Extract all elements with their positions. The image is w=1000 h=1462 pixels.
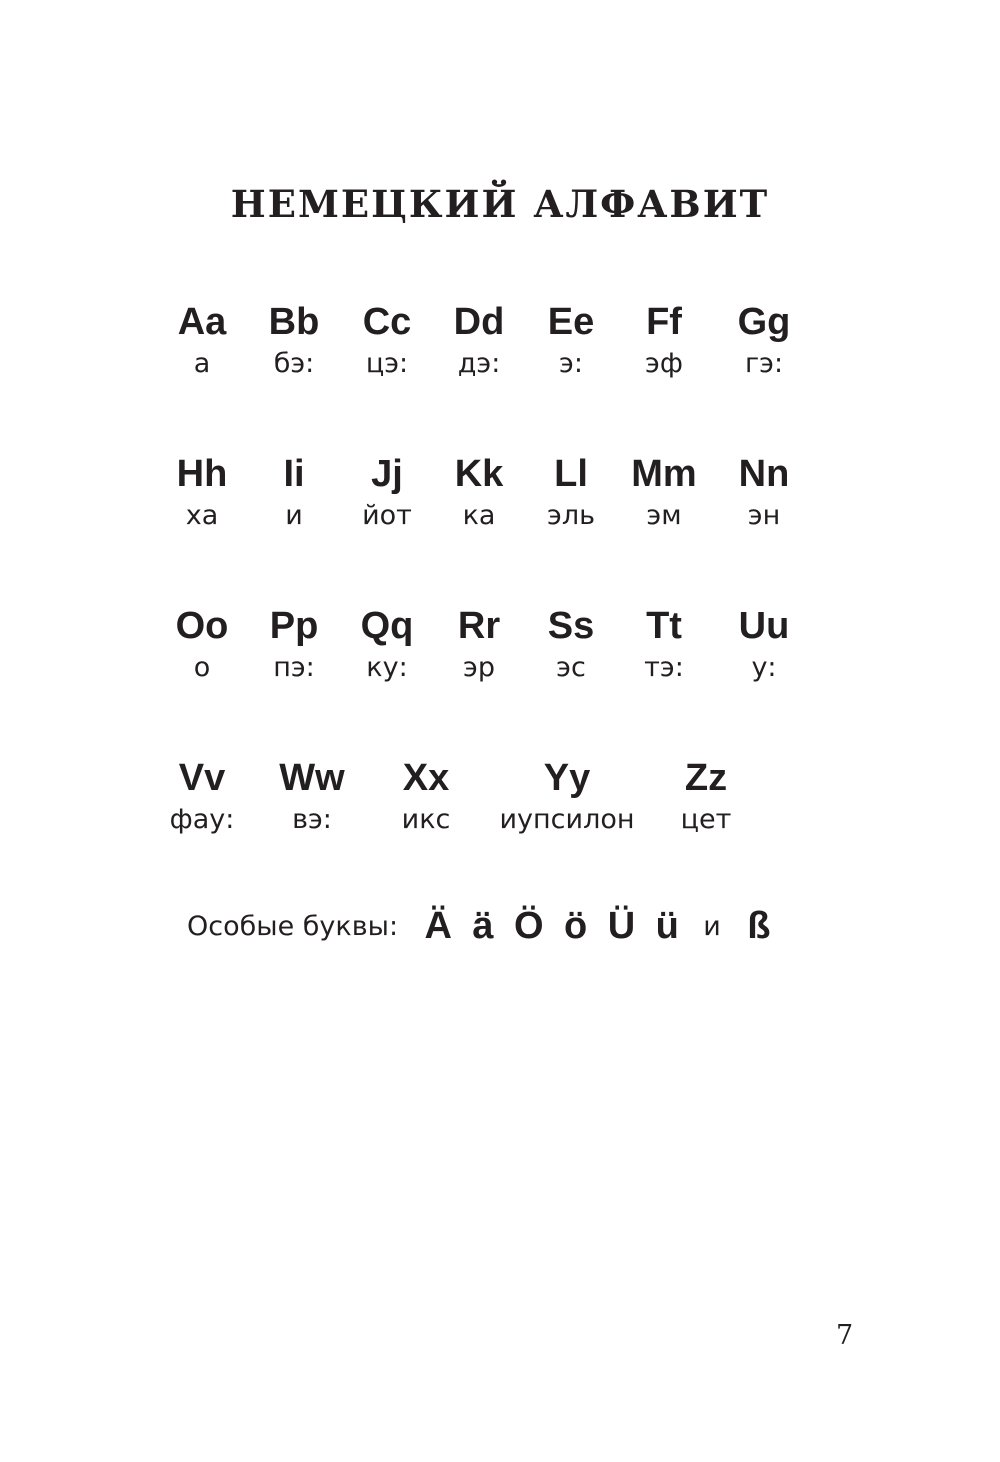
letter-pair: Pp: [269, 605, 319, 647]
letter-pair: Oo: [175, 605, 229, 647]
page-number: 7: [836, 1320, 854, 1351]
pronunciation: эф: [645, 348, 683, 379]
letter-pair: Uu: [738, 605, 790, 647]
alphabet-row: [0, 604, 1000, 704]
special-letter: ä: [472, 905, 494, 947]
special-letter: ü: [655, 905, 679, 947]
letter-pair: Jj: [371, 453, 403, 495]
alphabet-row: [0, 452, 1000, 552]
letter-pair: Dd: [453, 301, 505, 343]
letter-pair: Ii: [283, 453, 305, 495]
letter-pair: Ff: [646, 301, 682, 343]
letter-cell: [684, 604, 844, 686]
letter-pair: Nn: [738, 453, 790, 495]
letter-pair: Xx: [402, 757, 450, 799]
pronunciation: у:: [751, 652, 777, 683]
pronunciation: вэ:: [292, 804, 332, 835]
pronunciation: а: [193, 348, 211, 379]
conjunction-text: и: [703, 911, 721, 942]
letter-cell: [346, 756, 506, 838]
letter-pair: Bb: [268, 301, 320, 343]
letter-pair: Qq: [360, 605, 414, 647]
letter-pair: Ee: [547, 301, 595, 343]
letter-pair: Aa: [177, 301, 227, 343]
pronunciation: эс: [556, 652, 586, 683]
pronunciation: гэ:: [744, 348, 784, 379]
letter-cell: [487, 756, 647, 838]
letter-pair: Hh: [176, 453, 228, 495]
pronunciation: фау:: [169, 804, 235, 835]
letter-pair: Ww: [279, 757, 345, 799]
letter-cell: [684, 452, 844, 534]
pronunciation: и: [285, 500, 303, 531]
pronunciation: ку:: [366, 652, 408, 683]
letter-pair: Yy: [543, 757, 591, 799]
pronunciation: эн: [747, 500, 781, 531]
pronunciation: бэ:: [273, 348, 315, 379]
special-letter: Ü: [607, 905, 636, 947]
letter-cell: [684, 300, 844, 382]
alphabet-row: [0, 756, 1000, 856]
letter-pair: Ss: [547, 605, 595, 647]
letter-pair: Cc: [362, 301, 412, 343]
special-letters-label: Особые буквы:: [187, 911, 399, 942]
pronunciation: эм: [646, 500, 682, 531]
pronunciation: о: [193, 652, 211, 683]
pronunciation: икс: [401, 804, 451, 835]
letter-pair: Vv: [178, 757, 226, 799]
pronunciation: пэ:: [273, 652, 315, 683]
special-letter-eszett: ß: [747, 905, 771, 947]
page-title: НЕМЕЦКИЙ АЛФАВИТ: [230, 182, 770, 226]
letter-pair: Tt: [646, 605, 682, 647]
pronunciation: эр: [463, 652, 495, 683]
pronunciation: эль: [547, 500, 595, 531]
pronunciation: дэ:: [457, 348, 501, 379]
pronunciation: э:: [559, 348, 583, 379]
special-letter: Ä: [424, 905, 452, 947]
letter-pair: Rr: [457, 605, 501, 647]
special-letter: Ö: [514, 905, 544, 947]
letter-cell: [626, 756, 786, 838]
special-letters: [187, 905, 771, 948]
special-letter: ö: [564, 905, 588, 947]
letter-pair: Gg: [737, 301, 791, 343]
letter-pair: Kk: [454, 453, 504, 495]
pronunciation: цэ:: [365, 348, 409, 379]
letter-pair: Ll: [554, 453, 588, 495]
pronunciation: йот: [362, 500, 412, 531]
pronunciation: тэ:: [644, 652, 684, 683]
pronunciation: ха: [185, 500, 219, 531]
letter-pair: Mm: [631, 453, 697, 495]
pronunciation: ка: [462, 500, 496, 531]
pronunciation: цет: [680, 804, 732, 835]
pronunciation: иупсилон: [499, 804, 635, 835]
letter-pair: Zz: [684, 757, 728, 799]
alphabet-row: [0, 300, 1000, 400]
